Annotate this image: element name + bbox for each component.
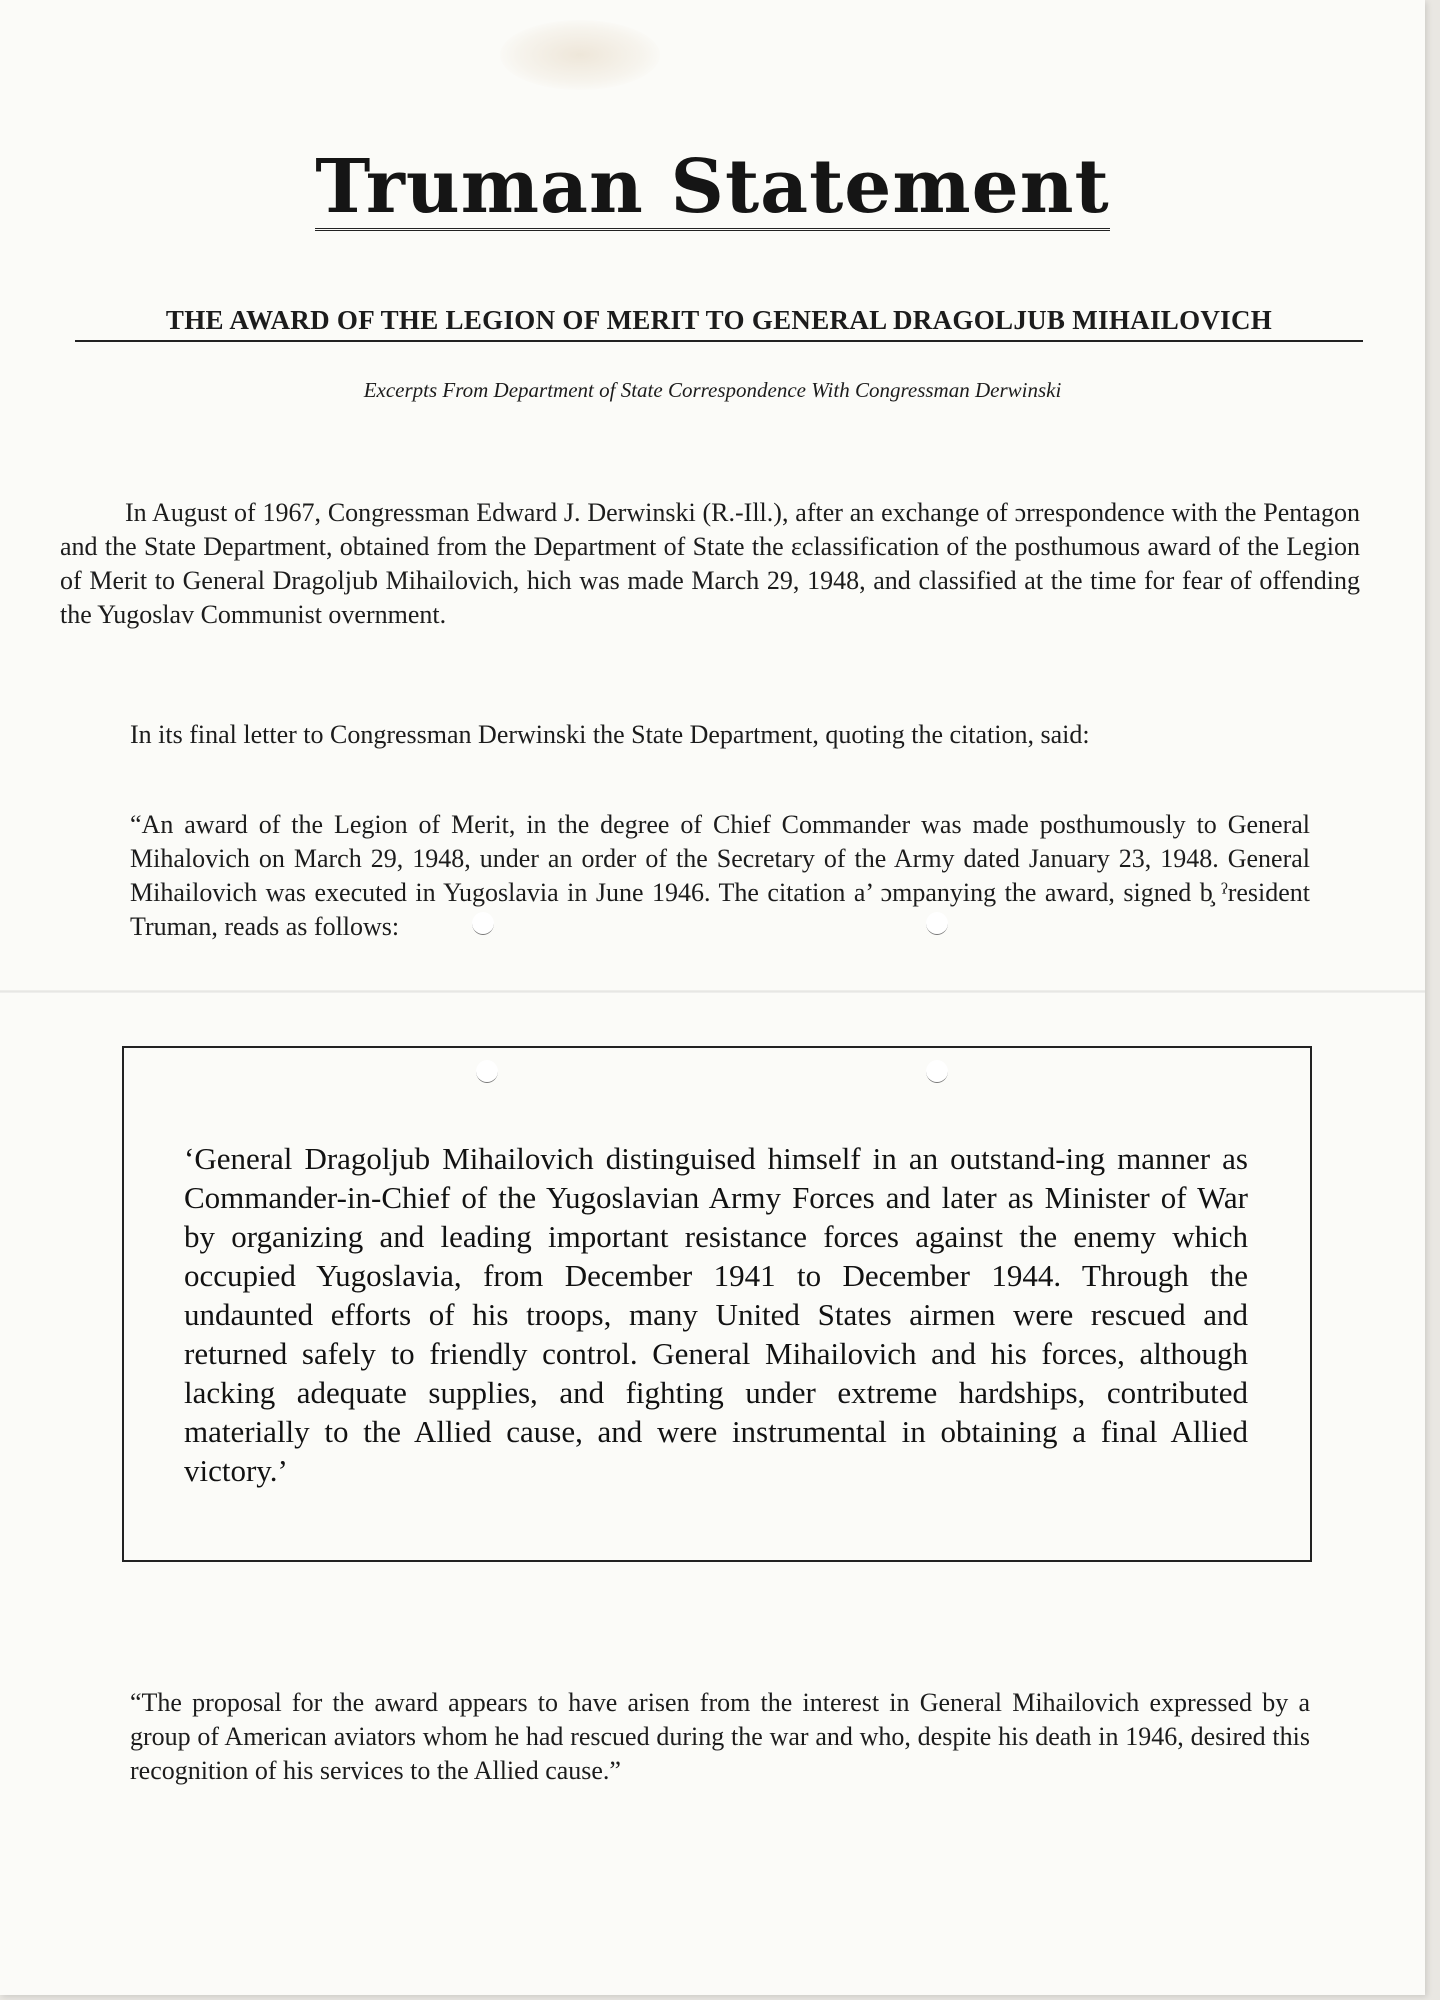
paper-stain: [500, 20, 660, 90]
proposal-paragraph: “The proposal for the award appears to have arisen from the interest in General Mihailovich expressed by a group of American aviators whom he had rescued during the war and who, despite his death in 1946, desired this recognition of his services to the Allied cause.”: [130, 1688, 1310, 1785]
award-paragraph: “An award of the Legion of Merit, in the degree of Chief Commander was made posthumously to General Mihalovich on March 29, 1948, under an order of the Secretary of the Army dated January 23, 1948. General Mihailovich was executed in Yugoslavia in June 1946. The citation a’ ɔmpanying the award, signed b̧ ˀresident Truman, reads as follows:: [130, 810, 1310, 941]
state-department-paragraph: In its final letter to Congressman Derwinski the State Department, quoting the citation, said:: [130, 720, 1090, 749]
citation-text: ‘General Dragoljub Mihailovich distinguised himself in an outstand-ing manner as Commander-in-Chief of the Yugoslavian Army Forces and later as Minister of War by organizing and leading important resistance forces against the enemy which occupied Yugoslavia, from December 1941 to December 1944. Through the undaunted efforts of his troops, many United States airmen were rescued and returned safely to friendly control. General Mihailovich and his forces, although lacking adequate supplies, and fighting under extreme hardships, contributed materially to the Allied cause, and were instrumental in obtaining a final Allied victory.’: [184, 1141, 1248, 1488]
document-subtitle: THE AWARD OF THE LEGION OF MERIT TO GENERAL DRAGOLJUB MIHAILOVICH: [75, 305, 1363, 342]
fold-crease: [0, 990, 1425, 993]
excerpt-note: Excerpts From Department of State Correspondence With Congressman Derwinski: [363, 378, 1062, 402]
document-title: Truman Statement: [315, 144, 1110, 230]
title-container: [0, 144, 1425, 231]
intro-paragraph: In August of 1967, Congressman Edward J. Derwinski (R.-Ill.), after an exchange of ɔrrespondence with the Pentagon and the State Department, obtained from the Department of State the ɛclassification of the posthumous award of the Legion of Merit to General Dragoljub Mihailovich, hich was made March 29, 1948, and classified at the time for fear of offending the Yugoslav Communist overnment.: [60, 498, 1360, 629]
